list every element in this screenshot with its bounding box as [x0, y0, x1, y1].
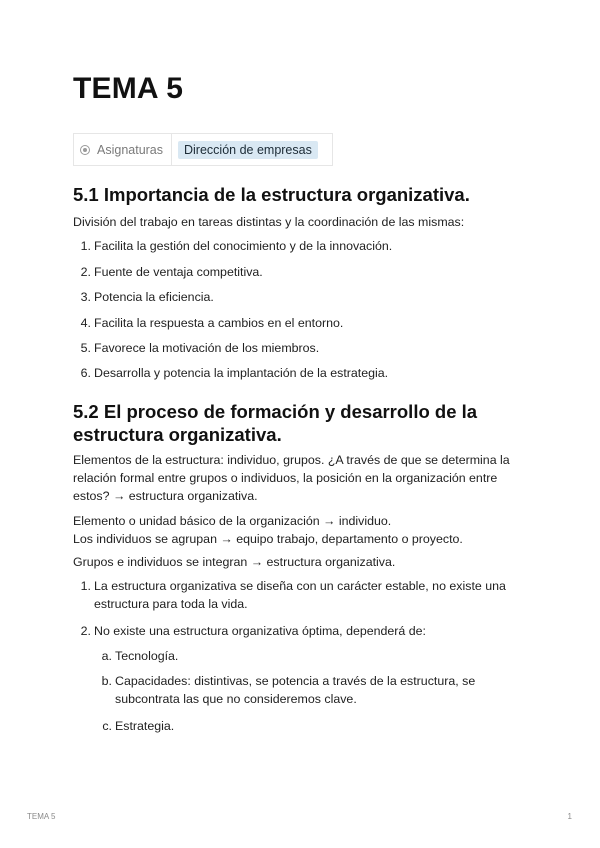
list-item — [73, 314, 533, 332]
sub-list-letter: b. — [101, 674, 112, 688]
list-text: Fuente de ventaja competitiva. — [94, 265, 263, 279]
list-text: Potencia la eficiencia. — [94, 290, 214, 304]
list-number: 1. — [80, 239, 91, 253]
list-text: Facilita la gestión del conocimiento y de la innovación. — [94, 239, 393, 253]
section2-heading-line1: 5.2 El proceso de formación y desarrollo de la — [73, 401, 478, 422]
list-item — [73, 288, 533, 306]
sub-list-text: Estrategia. — [115, 719, 175, 733]
list-text: Facilita la respuesta a cambios en el entorno. — [94, 316, 344, 330]
list-text: Favorece la motivación de los miembros. — [94, 341, 320, 355]
p2-line1: Elemento o unidad básico de la organización → individuo. — [73, 514, 392, 528]
list-item — [73, 364, 533, 382]
list-item — [73, 622, 533, 640]
sub-list-text-line: Capacidades: distintivas, se potencia a través de la estructura, se — [115, 674, 476, 688]
section2-heading-line2: estructura organizativa. — [73, 424, 282, 445]
list-number: 2. — [80, 265, 91, 279]
radio-icon — [80, 145, 90, 155]
section2-heading — [73, 400, 533, 446]
list-item — [73, 263, 533, 281]
page-title: TEMA 5 — [73, 72, 184, 105]
p1-line3: estos? → estructura organizativa. — [73, 489, 258, 503]
list-number: 3. — [80, 290, 91, 304]
list-number: 5. — [80, 341, 91, 355]
list-text: Desarrolla y potencia la implantación de la estrategia. — [94, 366, 389, 380]
sub-list-text: Tecnología. — [115, 649, 179, 663]
section1-heading: 5.1 Importancia de la estructura organizativa. — [73, 184, 470, 205]
sub-list-letter: a. — [101, 649, 112, 663]
sub-list-item — [94, 647, 514, 665]
section2-paragraph1 — [73, 451, 533, 505]
list-item — [73, 577, 533, 613]
list-item — [73, 339, 533, 357]
list-number: 4. — [80, 316, 91, 330]
subject-tag[interactable]: Dirección de empresas — [178, 141, 318, 159]
list-text-line: estructura para toda la vida. — [94, 597, 248, 611]
list-text — [94, 577, 506, 613]
list-item — [73, 237, 533, 255]
p1-line2: relación formal entre grupos o individuos, la posición en la organización entre — [73, 471, 498, 485]
list-number: 6. — [80, 366, 91, 380]
sub-list-text-line: subcontrata las que no consideremos clave. — [115, 692, 357, 706]
section1-intro: División del trabajo en tareas distintas y la coordinación de las mismas: — [73, 215, 465, 229]
list-text: No existe una estructura organizativa óptima, dependerá de: — [94, 624, 426, 638]
list-text-line: La estructura organizativa se diseña con un carácter estable, no existe una — [94, 579, 506, 593]
p2-line2: Los individuos se agrupan → equipo trabajo, departamento o proyecto. — [73, 532, 463, 546]
properties-row — [73, 133, 333, 166]
sub-list-text — [115, 672, 475, 708]
property-value[interactable] — [172, 134, 318, 165]
p1-line1: Elementos de la estructura: individuo, grupos. ¿A través de que se determina la — [73, 453, 510, 467]
list-number: 1. — [80, 579, 91, 593]
property-label — [74, 134, 172, 165]
footer-title: TEMA 5 — [27, 812, 56, 821]
sub-list-item — [94, 717, 514, 735]
footer-page-number: 1 — [567, 812, 572, 821]
section2-paragraph2 — [73, 512, 533, 548]
property-label-text: Asignaturas — [97, 142, 164, 157]
list-number: 2. — [80, 624, 91, 638]
sub-list-item — [94, 672, 514, 708]
section2-paragraph3: Grupos e individuos se integran → estructura organizativa. — [73, 555, 396, 569]
sub-list-letter: c. — [102, 719, 112, 733]
